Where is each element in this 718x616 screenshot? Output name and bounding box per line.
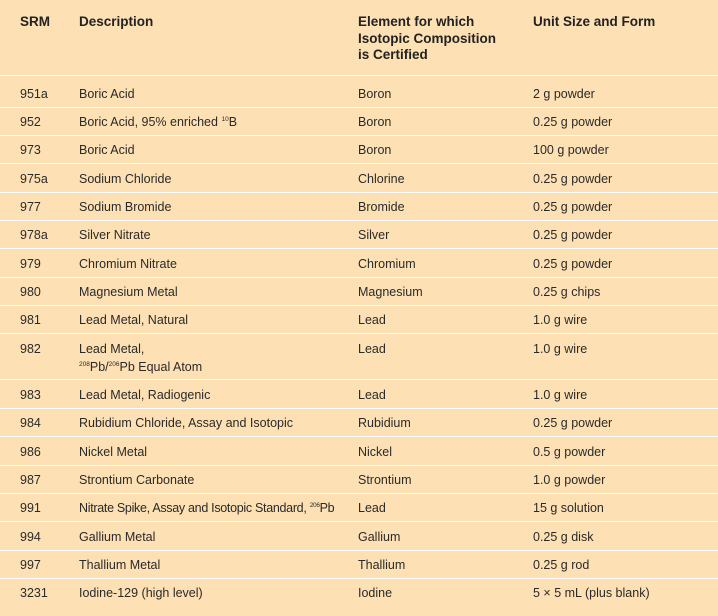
row-element: Boron — [358, 87, 392, 101]
header-element-line1: Element for which — [358, 14, 475, 29]
row-element: Silver — [358, 228, 390, 242]
row-srm: 980 — [20, 285, 41, 299]
row-unit: 0.25 g chips — [533, 285, 601, 299]
row-unit: 0.25 g powder — [533, 416, 613, 430]
row-description: Strontium Carbonate — [79, 473, 195, 487]
header-srm: SRM — [20, 14, 50, 29]
row-description: Sodium Chloride — [79, 172, 172, 186]
desc-text: Boric Acid, 95% enriched — [79, 115, 222, 129]
row-unit: 1.0 g wire — [533, 342, 588, 356]
desc-line1: Lead Metal, — [79, 342, 145, 356]
row-description: Boric Acid — [79, 87, 135, 101]
row-srm: 977 — [20, 200, 41, 214]
row-unit: 0.25 g powder — [533, 172, 613, 186]
row-description: Boric Acid — [79, 143, 135, 157]
header-description: Description — [79, 14, 154, 29]
row-element: Magnesium — [358, 285, 423, 299]
row-divider — [0, 248, 718, 249]
row-element: Rubidium — [358, 416, 411, 430]
row-divider — [0, 493, 718, 494]
header-element-line3: is Certified — [358, 47, 428, 62]
row-srm: 952 — [20, 115, 41, 129]
header-rule — [0, 75, 718, 76]
row-element: Chlorine — [358, 172, 405, 186]
row-unit: 0.5 g powder — [533, 445, 606, 459]
row-divider — [0, 436, 718, 437]
row-description: Sodium Bromide — [79, 200, 172, 214]
row-description: Silver Nitrate — [79, 228, 151, 242]
row-srm: 979 — [20, 257, 41, 271]
row-element: Strontium — [358, 473, 412, 487]
row-element: Boron — [358, 115, 392, 129]
row-divider — [0, 192, 718, 193]
isotope-superscript: 208 — [79, 361, 90, 368]
row-description: Thallium Metal — [79, 558, 161, 572]
row-unit: 0.25 g powder — [533, 200, 613, 214]
row-divider — [0, 465, 718, 466]
row-unit: 0.25 g powder — [533, 257, 613, 271]
row-divider — [0, 163, 718, 164]
desc-text: Pb/ — [89, 360, 109, 374]
desc-text: Nitrate Spike, Assay and Isotopic Standard, — [79, 501, 310, 515]
row-unit: 0.25 g disk — [533, 530, 594, 544]
row-srm: 975a — [20, 172, 48, 186]
isotope-superscript: 10 — [221, 116, 229, 123]
row-divider — [0, 379, 718, 380]
row-divider — [0, 550, 718, 551]
row-divider — [0, 578, 718, 579]
row-srm: 991 — [20, 501, 41, 515]
isotope-superscript: 206 — [108, 361, 120, 368]
row-element: Gallium — [358, 530, 401, 544]
row-element: Lead — [358, 313, 386, 327]
row-description: Rubidium Chloride, Assay and Isotopic — [79, 416, 294, 430]
header-unit: Unit Size and Form — [533, 14, 656, 29]
row-divider — [0, 107, 718, 108]
row-divider — [0, 333, 718, 334]
row-unit: 2 g powder — [533, 87, 595, 101]
row-description — [79, 340, 202, 376]
row-element: Bromide — [358, 200, 405, 214]
row-description: Chromium Nitrate — [79, 257, 177, 271]
desc-text: Pb — [319, 501, 335, 515]
row-description: Nickel Metal — [79, 445, 148, 459]
row-unit: 0.25 g powder — [533, 228, 613, 242]
row-description: Lead Metal, Radiogenic — [79, 388, 211, 402]
row-srm: 987 — [20, 473, 41, 487]
row-srm: 982 — [20, 342, 41, 356]
row-srm: 3231 — [20, 586, 48, 600]
row-divider — [0, 305, 718, 306]
row-unit: 1.0 g powder — [533, 473, 606, 487]
row-description: Magnesium Metal — [79, 285, 178, 299]
row-srm: 994 — [20, 530, 41, 544]
row-description: Gallium Metal — [79, 530, 156, 544]
row-unit: 1.0 g wire — [533, 313, 588, 327]
row-srm: 973 — [20, 143, 41, 157]
row-srm: 981 — [20, 313, 41, 327]
header-element-line2: Isotopic Composition — [358, 30, 496, 46]
row-srm: 997 — [20, 558, 41, 572]
row-description — [79, 113, 237, 131]
row-divider — [0, 521, 718, 522]
row-divider — [0, 408, 718, 409]
row-element: Lead — [358, 342, 386, 356]
row-divider — [0, 220, 718, 221]
row-srm: 951a — [20, 87, 48, 101]
row-unit: 100 g powder — [533, 143, 609, 157]
row-element: Chromium — [358, 257, 416, 271]
row-unit: 0.25 g rod — [533, 558, 590, 572]
row-element: Boron — [358, 143, 392, 157]
row-srm: 986 — [20, 445, 41, 459]
desc-text: Pb Equal Atom — [119, 360, 203, 374]
row-divider — [0, 277, 718, 278]
row-description: Lead Metal, Natural — [79, 313, 189, 327]
row-unit: 1.0 g wire — [533, 388, 588, 402]
row-unit: 0.25 g powder — [533, 115, 613, 129]
header-element — [358, 14, 496, 64]
row-element: Thallium — [358, 558, 406, 572]
row-srm: 983 — [20, 388, 41, 402]
row-element: Lead — [358, 388, 386, 402]
table-header — [0, 14, 718, 74]
row-element: Nickel — [358, 445, 393, 459]
row-element: Iodine — [358, 586, 393, 600]
row-description — [79, 499, 334, 517]
row-element: Lead — [358, 501, 386, 515]
row-description: Iodine-129 (high level) — [79, 586, 203, 600]
row-divider — [0, 135, 718, 136]
row-unit: 5 × 5 mL (plus blank) — [533, 586, 650, 600]
row-unit: 15 g solution — [533, 501, 604, 515]
isotope-superscript: 206 — [309, 502, 320, 509]
row-srm: 984 — [20, 416, 41, 430]
desc-text: B — [228, 115, 238, 129]
row-srm: 978a — [20, 228, 48, 242]
